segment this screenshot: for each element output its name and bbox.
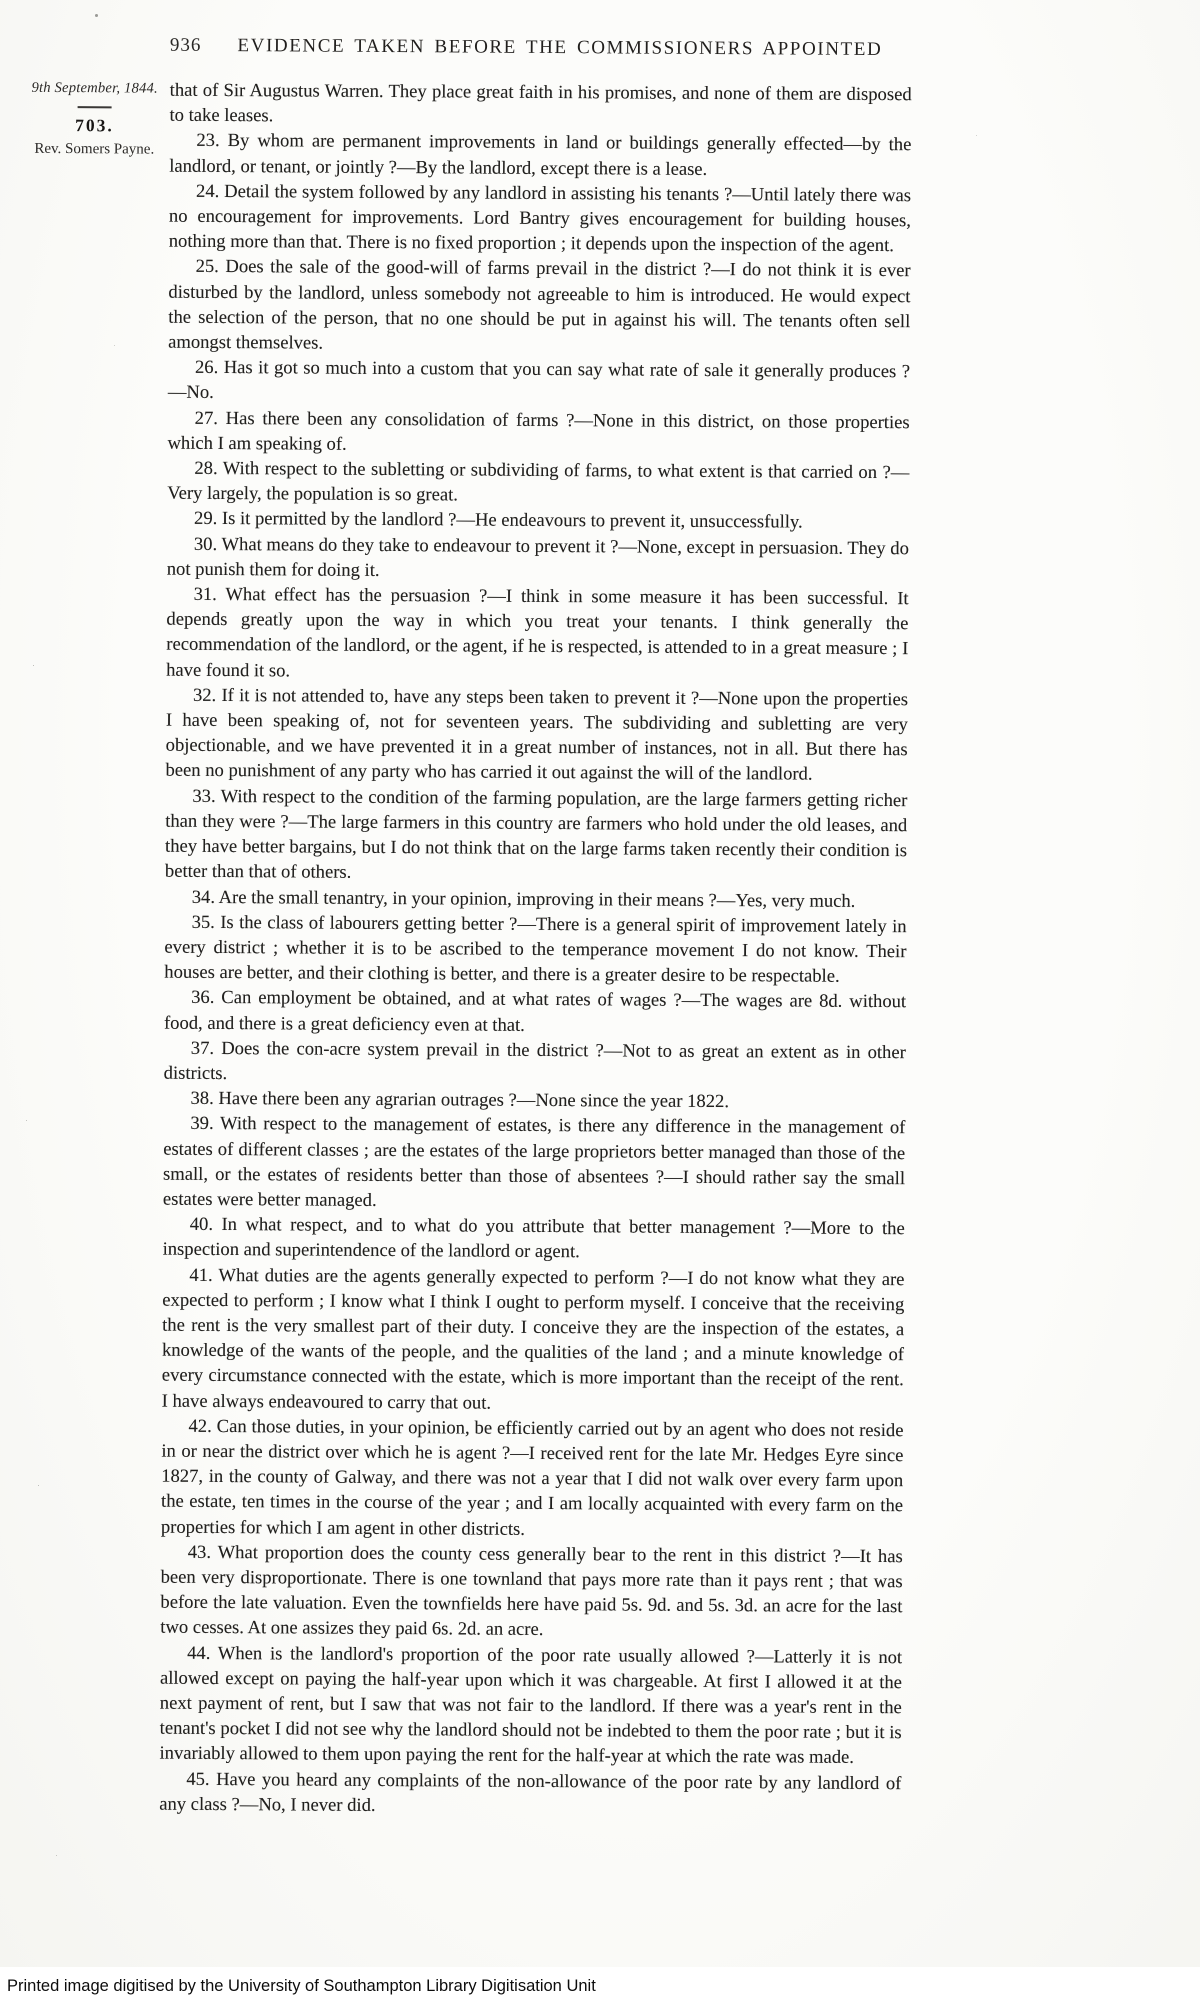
digitisation-credit: Printed image digitised by the University of Southampton Library Digitisation Unit [7, 1976, 596, 1995]
running-header [170, 35, 912, 62]
evidence-text [159, 78, 912, 1822]
evidence-paragraph: 44. When is the landlord's proportion of the poor rate usually allowed ?—Latterly it is not allowed except on paying the half-year upon which it was chargeable. At first I allowed it at the next payment of rent, but I saw that was not fair to the landlord. If there was a year's rent in the tenant's pocket I did not see why the landlord should not be indebted to them the poor rate ; but it is invariably allowed to them upon paying the rent for the half-year at which the rate was made. [159, 1642, 903, 1769]
evidence-paragraph: 24. Detail the system followed by any landlord in assisting his tenants ?—Until lately there was no encouragement for improvements. Lord Bantry gives encouragement for building houses, nothing more than that. There is no fixed proportion ; it depends upon the inspection of the agent. [168, 180, 912, 257]
evidence-paragraph: 25. Does the sale of the good-will of farms prevail in the district ?—I do not think it is ever disturbed by the landlord, unless somebody not agreeable to him is introduced. He would expect the selection of the person, that no one should be put in against his will. The tenants often sell amongst themselves. [168, 256, 911, 354]
evidence-paragraph: 42. Can those duties, in your opinion, be efficiently carried out by an agent who does not reside in or near the district over which he is agent ?—I received rent for the late Mr. Hedges Eyre since 1827, in the county of Galway, and there was not a year that I did not walk over every farm upon the estate, ten times in the course of the year ; and I am locally acquainted with every farm on the properties for which I am agent in other districts. [160, 1415, 904, 1540]
evidence-paragraph: 35. Is the class of labourers getting better ?—There is a general spirit of improvement lately in every district ; whether it is to be ascribed to the temperance movement I do not know. Their houses are better, and their clothing is better, and there is a greater desire to be respectable. [164, 911, 907, 987]
evidence-paragraph: 26. Has it got so much into a custom that you can say what rate of sale it generally produces ?—No. [167, 357, 911, 404]
evidence-paragraph: 43. What proportion does the county cess generally bear to the rent in this district ?—It has been very disproportionate. There is one townland that pays more rate than it pays rent ; that was before the late valuation. Even the townfields here have paid 5s. 9d. and 5s. 3d. an acre for the last two cesses. At one assizes they paid 6s. 2d. an acre. [160, 1541, 903, 1641]
page-number: 936 [169, 34, 202, 56]
evidence-paragraph: 31. What effect has the persuasion ?—I think in some measure it has been successful. It depends greatly upon the way in which you treat your tenants. I think generally the recommendation of the landlord, or the agent, if he is respected, is attended to in a great measure ; I have found it so. [166, 583, 909, 682]
evidence-paragraph: 29. Is it permitted by the landlord ?—He endeavours to prevent it, unsuccessfully. [194, 508, 803, 533]
evidence-paragraph: 28. With respect to the subletting or subdividing of farms, to what extent is that carried on ?—Very largely, the population is so great. [167, 457, 910, 506]
evidence-paragraph: 40. In what respect, and to what do you attribute that better management ?—More to the inspection and superintendence of the landlord or agent. [162, 1213, 905, 1263]
evidence-paragraph: 39. With respect to the management of estates, is there any difference in the management of estates of different classes ; are the estates of the large proprietors better managed than those of the small, or the estates of residents better than those of absentees ?—I should rather say the small estates were better managed. [162, 1113, 906, 1211]
page-title: EVIDENCE TAKEN BEFORE THE COMMISSIONERS APPOINTED [237, 35, 883, 61]
evidence-paragraph: 38. Have there been any agrarian outrages ?—None since the year 1822. [190, 1087, 730, 1113]
evidence-paragraph: 30. What means do they take to endeavour to prevent it ?—None, except in persuasion. They do not punish them for doing it. [166, 533, 909, 581]
margin-date: 9th September, 1844. [31, 79, 158, 97]
evidence-paragraph: 45. Have you heard any complaints of the non-allowance of the poor rate by any landlord of any class ?—No, I never did. [159, 1768, 902, 1816]
margin-rule [78, 106, 112, 108]
digitisation-footer [0, 1967, 1200, 2005]
evidence-paragraph: 34. Are the small tenantry, in your opinion, improving in their means ?—Yes, very much. [191, 886, 856, 912]
evidence-paragraph: 37. Does the con-acre system prevail in the district ?—Not to as great an extent as in other districts. [163, 1037, 906, 1084]
evidence-paragraph: 27. Has there been any consolidation of farms ?—None in this district, on those properties which I am speaking of. [167, 407, 910, 455]
evidence-paragraph: 23. By whom are permanent improvements in land or buildings generally effected—by the landlord, or tenant, or jointly ?—By the landlord, except there is a lease. [169, 130, 912, 180]
evidence-paragraph: that of Sir Augustus Warren. They place great faith in his promises, and none of them are disposed to take leases. [169, 79, 912, 127]
evidence-paragraph: 33. With respect to the condition of the farming population, are the large farmers getting richer than they were ?—The large farmers in this country are farmers who hold under the old leases, and they have better bargains, but I do not think that on the large farms taken recently their condition is better than that of others. [164, 785, 908, 884]
evidence-paragraph: 36. Can employment be obtained, and at what rates of wages ?—The wages are 8d. without food, and there is a great deficiency even at that. [163, 987, 907, 1036]
margin-witness-name: Rev. Somers Payne. [34, 140, 155, 158]
evidence-paragraph: 32. If it is not attended to, have any steps been taken to prevent it ?—None upon the properties I have been speaking of, not for seventeen years. The subdividing and subletting are very objectionable, and we have prevented it in a great number of instances, not in all. But there has been no punishment of any party who has carried it out against the will of the landlord. [165, 684, 909, 786]
margin-notes [23, 80, 165, 159]
evidence-paragraph: 41. What duties are the agents generally expected to perform ?—I do not know what they are expected to perform ; I know what I think I ought to perform myself. I conceive that the receiving the rent is the very smallest part of their duty. I conceive they are the inspection of the estates, a knowledge of the wants of the people, and the qualities of the land ; and a minute knowledge of every circumstance connected with the estate, which is more important than the receipt of the rent. I have always endeavoured to carry that out. [161, 1264, 905, 1414]
margin-entry-number: 703. [75, 115, 114, 136]
